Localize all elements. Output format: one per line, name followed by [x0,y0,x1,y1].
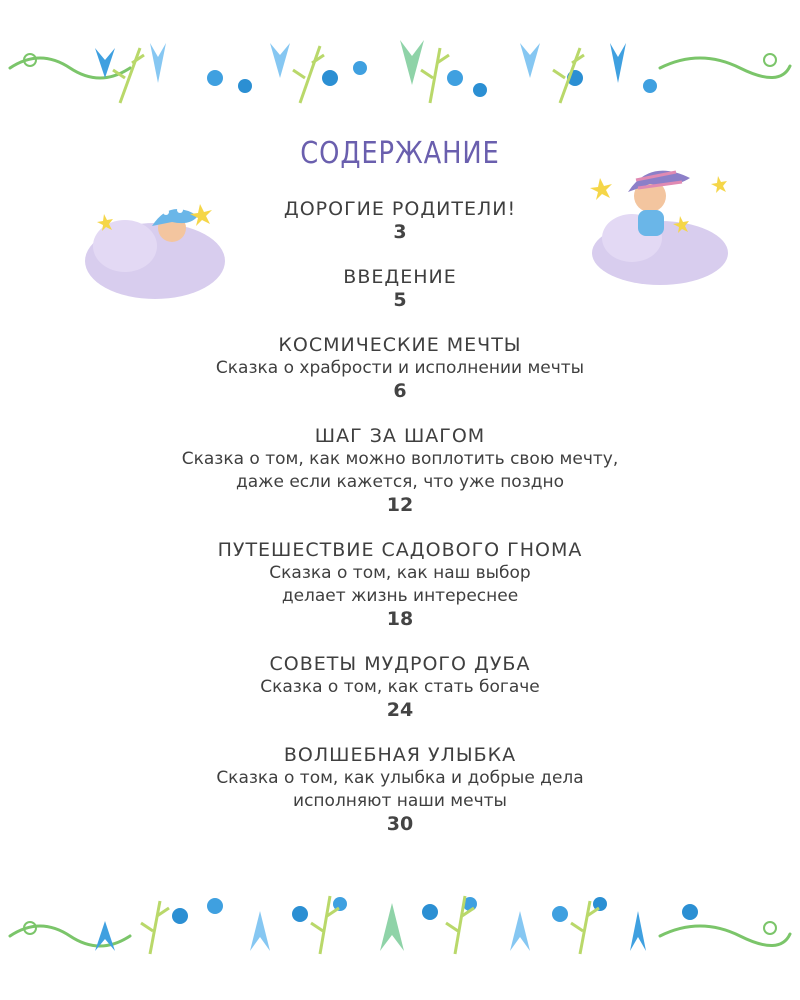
toc-entry-title: ШАГ ЗА ШАГОМ [314,425,486,447]
toc-entry-subtitle: делает жизнь интереснее [281,586,519,606]
toc-entry [0,538,800,630]
toc-entry-subtitle: Сказка о храбрости и исполнении мечты [215,358,585,378]
toc-entry-page-number: 5 [393,289,407,311]
toc-entry [0,265,800,311]
floral-border-top-icon [0,38,800,108]
toc-entry-subtitle: Сказка о том, как наш выбор [269,563,531,583]
toc-entry [0,333,800,402]
page-title: СОДЕРЖАНИЕ [300,136,500,171]
toc-entry-page-number: 6 [393,380,407,402]
toc-entry-page-number: 3 [393,221,407,243]
toc-entry [0,743,800,835]
toc-entry-subtitle: Сказка о том, как можно воплотить свою мечту, [181,449,619,469]
toc-entry-page-number: 18 [386,608,414,630]
toc-entry-subtitle: даже если кажется, что уже поздно [235,472,565,492]
toc-entry-page-number: 12 [386,494,414,516]
toc-entry-title: ПУТЕШЕСТВИЕ САДОВОГО ГНОМА [217,539,583,561]
toc-entry-title: ДОРОГИЕ РОДИТЕЛИ! [283,198,517,220]
toc-entry-subtitle: Сказка о том, как улыбка и добрые дела [216,768,584,788]
toc-entry [0,197,800,243]
toc-entry [0,424,800,516]
toc-entry-subtitle: Сказка о том, как стать богаче [260,677,540,697]
toc-entry-title: СОВЕТЫ МУДРОГО ДУБА [269,653,531,675]
toc-entry [0,652,800,721]
toc-entry-title: ВВЕДЕНИЕ [343,266,457,288]
toc-entry-title: КОСМИЧЕСКИЕ МЕЧТЫ [278,334,522,356]
toc-entry-subtitle: исполняют наши мечты [293,791,507,811]
floral-border-bottom-icon [0,886,800,956]
table-of-contents [0,197,800,857]
toc-entry-page-number: 24 [386,699,414,721]
toc-entry-title: ВОЛШЕБНАЯ УЛЫБКА [283,744,517,766]
toc-entry-page-number: 30 [386,813,414,835]
